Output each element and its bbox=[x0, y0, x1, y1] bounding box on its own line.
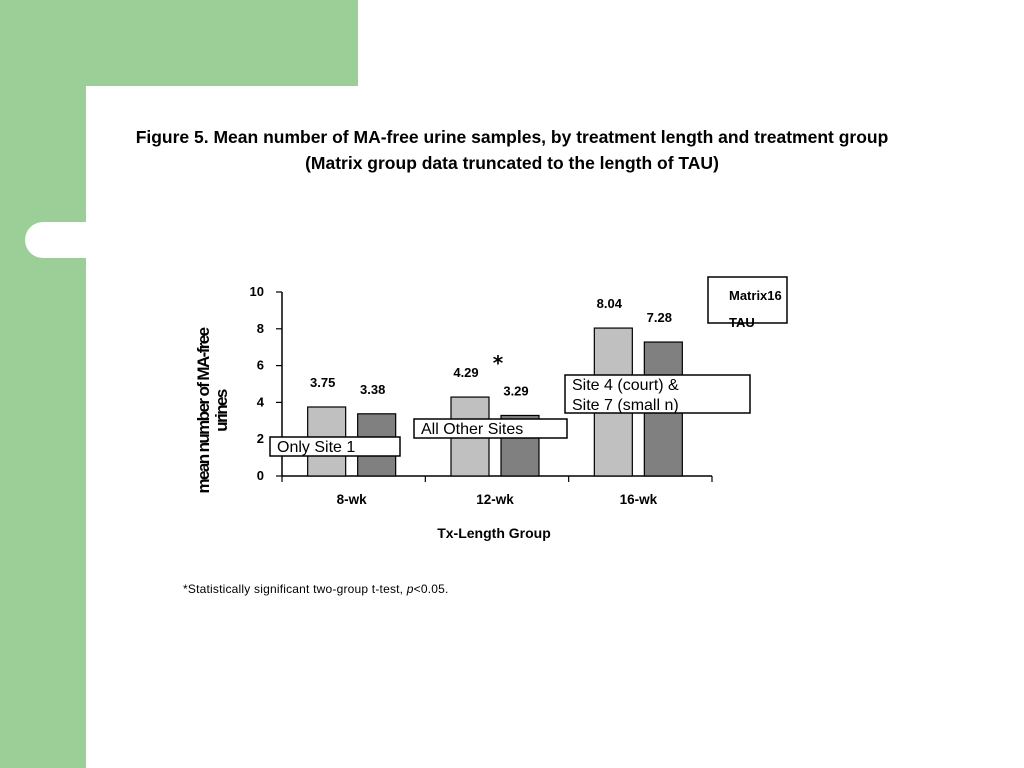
y-tick-label: 2 bbox=[256, 431, 264, 447]
figure-title-line-1: Figure 5. Mean number of MA-free urine samples, by treatment length and treatment group bbox=[135, 127, 889, 147]
footnote-p-value: p bbox=[406, 582, 414, 596]
significance-marker: * bbox=[492, 351, 504, 375]
y-tick-label: 4 bbox=[256, 394, 264, 410]
legend-label: TAU bbox=[729, 315, 755, 330]
annotation-text: Only Site 1 bbox=[277, 439, 356, 456]
annotation-text: Site 4 (court) & bbox=[572, 377, 679, 394]
data-label: 3.38 bbox=[360, 381, 386, 397]
data-label: 7.28 bbox=[646, 310, 672, 326]
y-tick-label: 0 bbox=[256, 468, 264, 483]
x-axis-label: Tx-Length Group bbox=[437, 525, 551, 541]
legend-label: Matrix16 bbox=[729, 288, 782, 303]
data-label: 3.29 bbox=[503, 383, 529, 399]
annotation-text: All Other Sites bbox=[421, 421, 524, 438]
data-label: 8.04 bbox=[596, 296, 622, 312]
y-axis-label: urines bbox=[212, 390, 231, 432]
data-label: 3.75 bbox=[310, 375, 336, 390]
data-label: 4.29 bbox=[453, 365, 479, 381]
footnote-text: *Statistically significant two-group t-test, bbox=[183, 582, 407, 596]
figure-title-line-2: (Matrix group data truncated to the length of TAU) bbox=[305, 153, 719, 173]
x-tick-label: 8-wk bbox=[336, 492, 367, 507]
y-tick-label: 6 bbox=[256, 357, 264, 373]
y-tick-label: 10 bbox=[249, 284, 264, 299]
annotation-text: Site 7 (small n) bbox=[572, 397, 679, 414]
footnote bbox=[183, 582, 449, 596]
footnote-threshold: <0.05. bbox=[413, 582, 449, 596]
x-tick-label: 12-wk bbox=[476, 492, 514, 507]
y-axis-label: mean number of MA-free bbox=[194, 328, 213, 494]
x-tick-label: 16-wk bbox=[619, 492, 658, 507]
y-tick-label: 8 bbox=[256, 320, 264, 336]
